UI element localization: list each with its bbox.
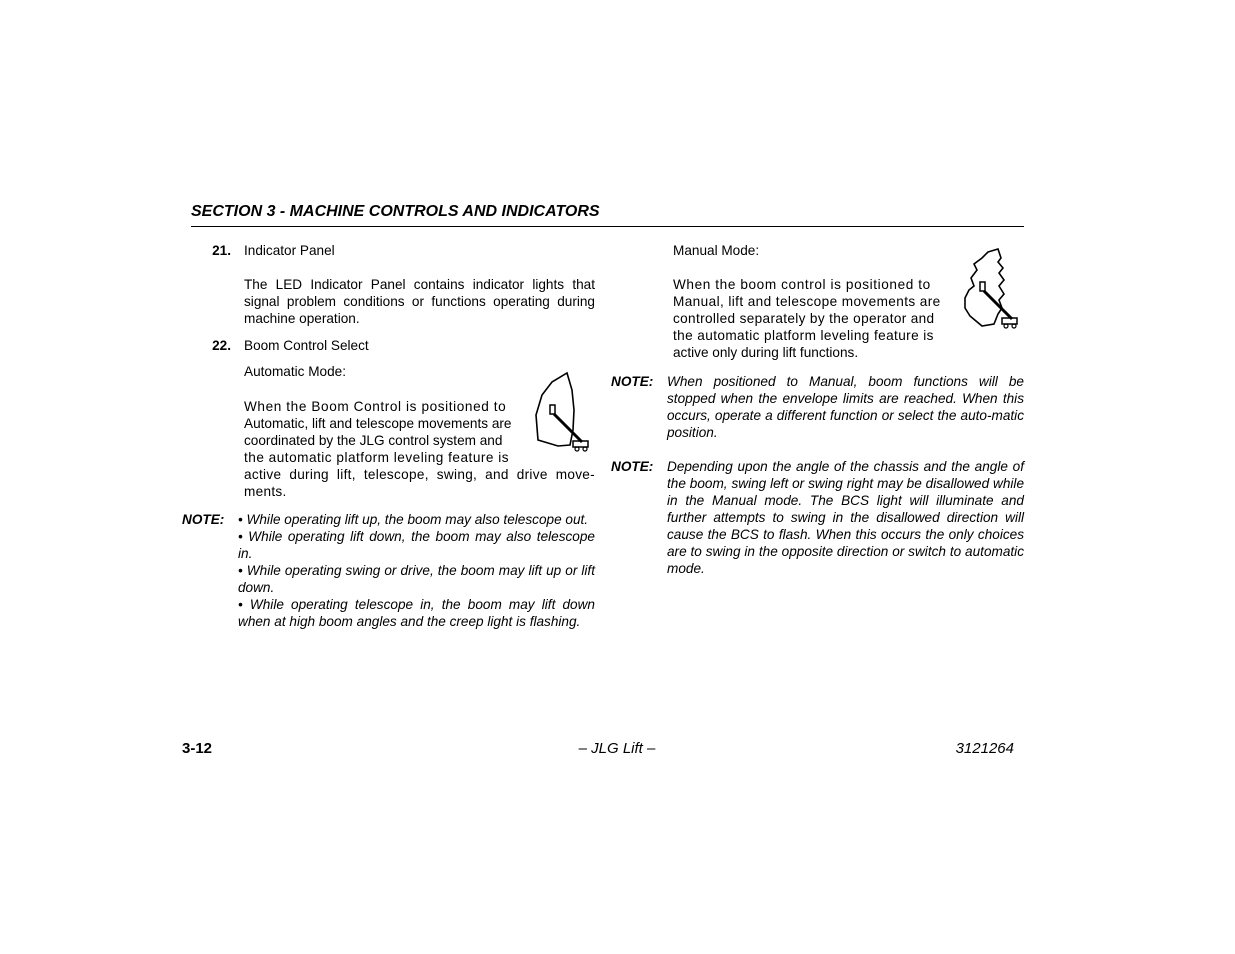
note-bullet: • While operating telescope in, the boom may lift down when at high boom angles and the creep light is flashing. [238, 597, 595, 629]
automatic-mode-continuation: active during lift, telescope, swing, and drive move-ments. [244, 467, 595, 499]
automatic-mode-heading: Automatic Mode: [244, 364, 346, 379]
item-21-number: 21. [212, 243, 231, 258]
footer-brand: – JLG Lift – [578, 740, 656, 757]
note-swing-disallowed: Depending upon the angle of the chassis and the angle of the boom, swing left or swing right may be disallowed while in the Manual mode. The BCS light will illuminate and further attempts to swing in the disallowed direction will cause the BCS to flash. When this occurs the only choices are to swing in the opposite direction or switch to automatic mode. [667, 459, 1024, 576]
automatic-mode-line: When the Boom Control is positioned to [244, 399, 507, 414]
item-21-body: The LED Indicator Panel contains indicator lights that signal problem conditions or functions operating during machine operation. [244, 277, 595, 326]
automatic-mode-text [244, 398, 524, 466]
item-21-title: Indicator Panel [244, 243, 335, 258]
manual-mode-line: When the boom control is positioned to [673, 277, 931, 292]
note-bullets [238, 511, 595, 630]
item-22-number: 22. [212, 338, 231, 353]
manual-mode-heading: Manual Mode: [673, 243, 760, 258]
section-title: SECTION 3 - MACHINE CONTROLS AND INDICATORS [191, 203, 600, 220]
note-bullet: • While operating swing or drive, the boom may lift up or lift down. [238, 563, 595, 595]
manual-mode-line: active only during lift functions. [673, 345, 859, 360]
note-label: NOTE: [611, 459, 654, 474]
automatic-boom-envelope-icon [530, 370, 594, 456]
note-label: NOTE: [611, 374, 654, 389]
document-number: 3121264 [955, 740, 1014, 757]
automatic-mode-line: the automatic platform leveling feature is [244, 450, 510, 465]
note-bullet: • While operating lift up, the boom may also telescope out. [238, 512, 589, 527]
manual-mode-line: the automatic platform leveling feature is [673, 328, 934, 343]
manual-mode-line: controlled separately by the operator and [673, 311, 935, 326]
page-number: 3-12 [182, 740, 213, 757]
manual-mode-text [673, 276, 958, 361]
note-label: NOTE: [182, 512, 225, 527]
automatic-mode-line: coordinated by the JLG control system and [244, 433, 503, 448]
section-header [191, 202, 1024, 227]
note-manual-envelope: When positioned to Manual, boom functions will be stopped when the envelope limits are reached. When this occurs, operate a different function or select the auto-matic position. [667, 374, 1024, 440]
automatic-mode-line: Automatic, lift and telescope movements are [244, 416, 512, 431]
manual-boom-envelope-icon [960, 246, 1024, 334]
item-22-title: Boom Control Select [244, 338, 369, 353]
manual-mode-line: Manual, lift and telescope movements are [673, 294, 941, 309]
note-bullet: • While operating lift down, the boom may also telescope in. [238, 529, 595, 561]
